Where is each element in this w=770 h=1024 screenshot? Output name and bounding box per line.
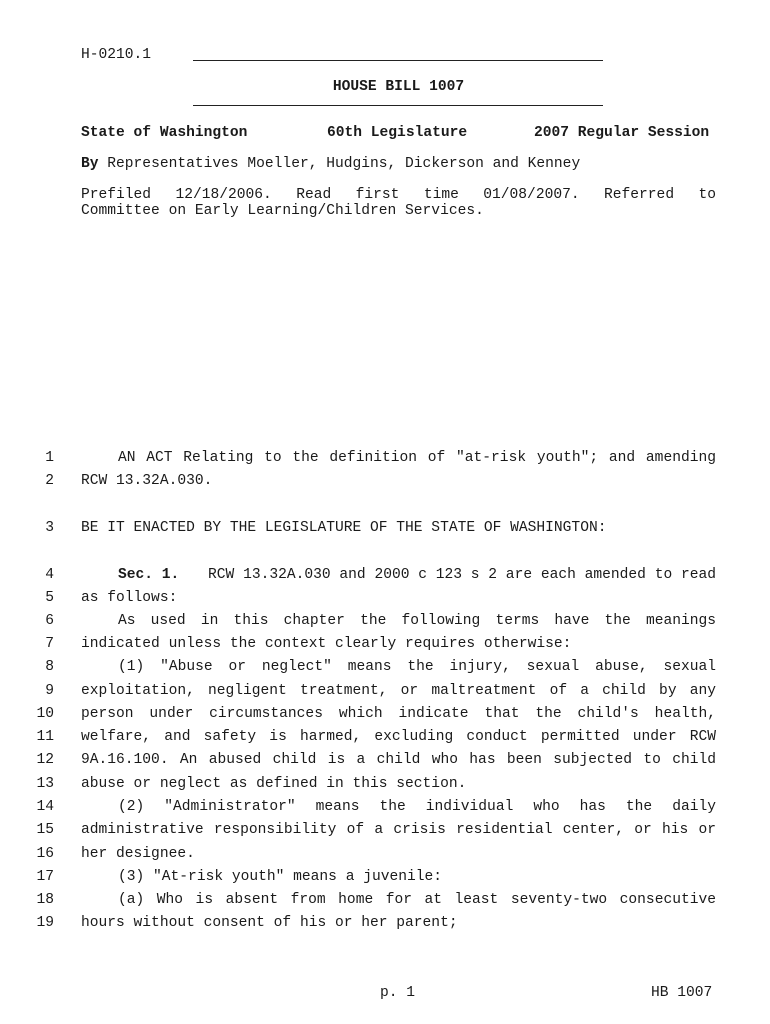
section-label: Sec. 1. — [118, 567, 180, 583]
line-number: 6 — [45, 613, 54, 629]
body-line: (a) Who is absent from home for at least seventy-two consecutive — [118, 892, 716, 908]
body-line: welfare, and safety is harmed, excluding conduct permitted under RCW — [81, 729, 716, 745]
sponsors: Representatives Moeller, Hudgins, Dickerson and Kenney — [107, 156, 581, 172]
line-number: 11 — [36, 729, 54, 745]
session-label: 2007 Regular Session — [534, 125, 710, 141]
body-line: exploitation, negligent treatment, or maltreatment of a child by any — [81, 683, 716, 699]
legislature-label: 60th Legislature — [327, 125, 468, 141]
body-line: as follows: — [81, 590, 178, 606]
line-number: 10 — [36, 706, 54, 722]
line-number: 4 — [45, 567, 54, 583]
line-number: 16 — [36, 846, 54, 862]
body-line: As used in this chapter the following terms have the meanings — [118, 613, 716, 629]
prefiled-line-1: Prefiled 12/18/2006. Read first time 01/08/2007. Referred to — [81, 187, 716, 203]
body-line: AN ACT Relating to the definition of "at-risk youth"; and amending — [118, 450, 716, 466]
line-number: 1 — [45, 450, 54, 466]
header-rule-top — [193, 60, 603, 61]
line-number: 12 — [36, 752, 54, 768]
enacting-clause: BE IT ENACTED BY THE LEGISLATURE OF THE STATE OF WASHINGTON: — [81, 520, 607, 536]
body-line: (1) "Abuse or neglect" means the injury, sexual abuse, sexual — [118, 659, 716, 675]
body-line: administrative responsibility of a crisis residential center, or his or — [81, 822, 716, 838]
body-line: abuse or neglect as defined in this section. — [81, 776, 467, 792]
body-line: hours without consent of his or her parent; — [81, 915, 458, 931]
bill-title: HOUSE BILL 1007 — [332, 79, 465, 95]
sponsors-line — [81, 155, 580, 173]
section-text: RCW 13.32A.030 and 2000 c 123 s 2 are each amended to read — [208, 567, 716, 583]
line-number: 5 — [45, 590, 54, 606]
prefiled-line-2: Committee on Early Learning/Children Services. — [81, 203, 484, 219]
state-label: State of Washington — [81, 125, 248, 141]
body-line: indicated unless the context clearly requires otherwise: — [81, 636, 572, 652]
line-number: 15 — [36, 822, 54, 838]
page-number: p. 1 — [380, 985, 416, 1001]
line-number: 14 — [36, 799, 54, 815]
line-number: 13 — [36, 776, 54, 792]
body-line: (3) "At-risk youth" means a juvenile: — [118, 869, 443, 885]
by-label: By — [81, 156, 99, 172]
line-number: 7 — [45, 636, 54, 652]
body-line: RCW 13.32A.030. — [81, 473, 213, 489]
line-number: 8 — [45, 659, 54, 675]
bill-code: H-0210.1 — [81, 47, 152, 63]
body-line: (2) "Administrator" means the individual who has the daily — [118, 799, 716, 815]
body-line: 9A.16.100. An abused child is a child who has been subjected to child — [81, 752, 716, 768]
line-number: 19 — [36, 915, 54, 931]
line-number: 17 — [36, 869, 54, 885]
body-line: her designee. — [81, 846, 195, 862]
line-number: 2 — [45, 473, 54, 489]
bill-short-name: HB 1007 — [651, 985, 713, 1001]
body-line: person under circumstances which indicate that the child's health, — [81, 706, 716, 722]
section-heading — [81, 566, 716, 584]
line-number: 18 — [36, 892, 54, 908]
line-number: 9 — [45, 683, 54, 699]
header-rule-bottom — [193, 105, 603, 106]
line-number: 3 — [45, 520, 54, 536]
